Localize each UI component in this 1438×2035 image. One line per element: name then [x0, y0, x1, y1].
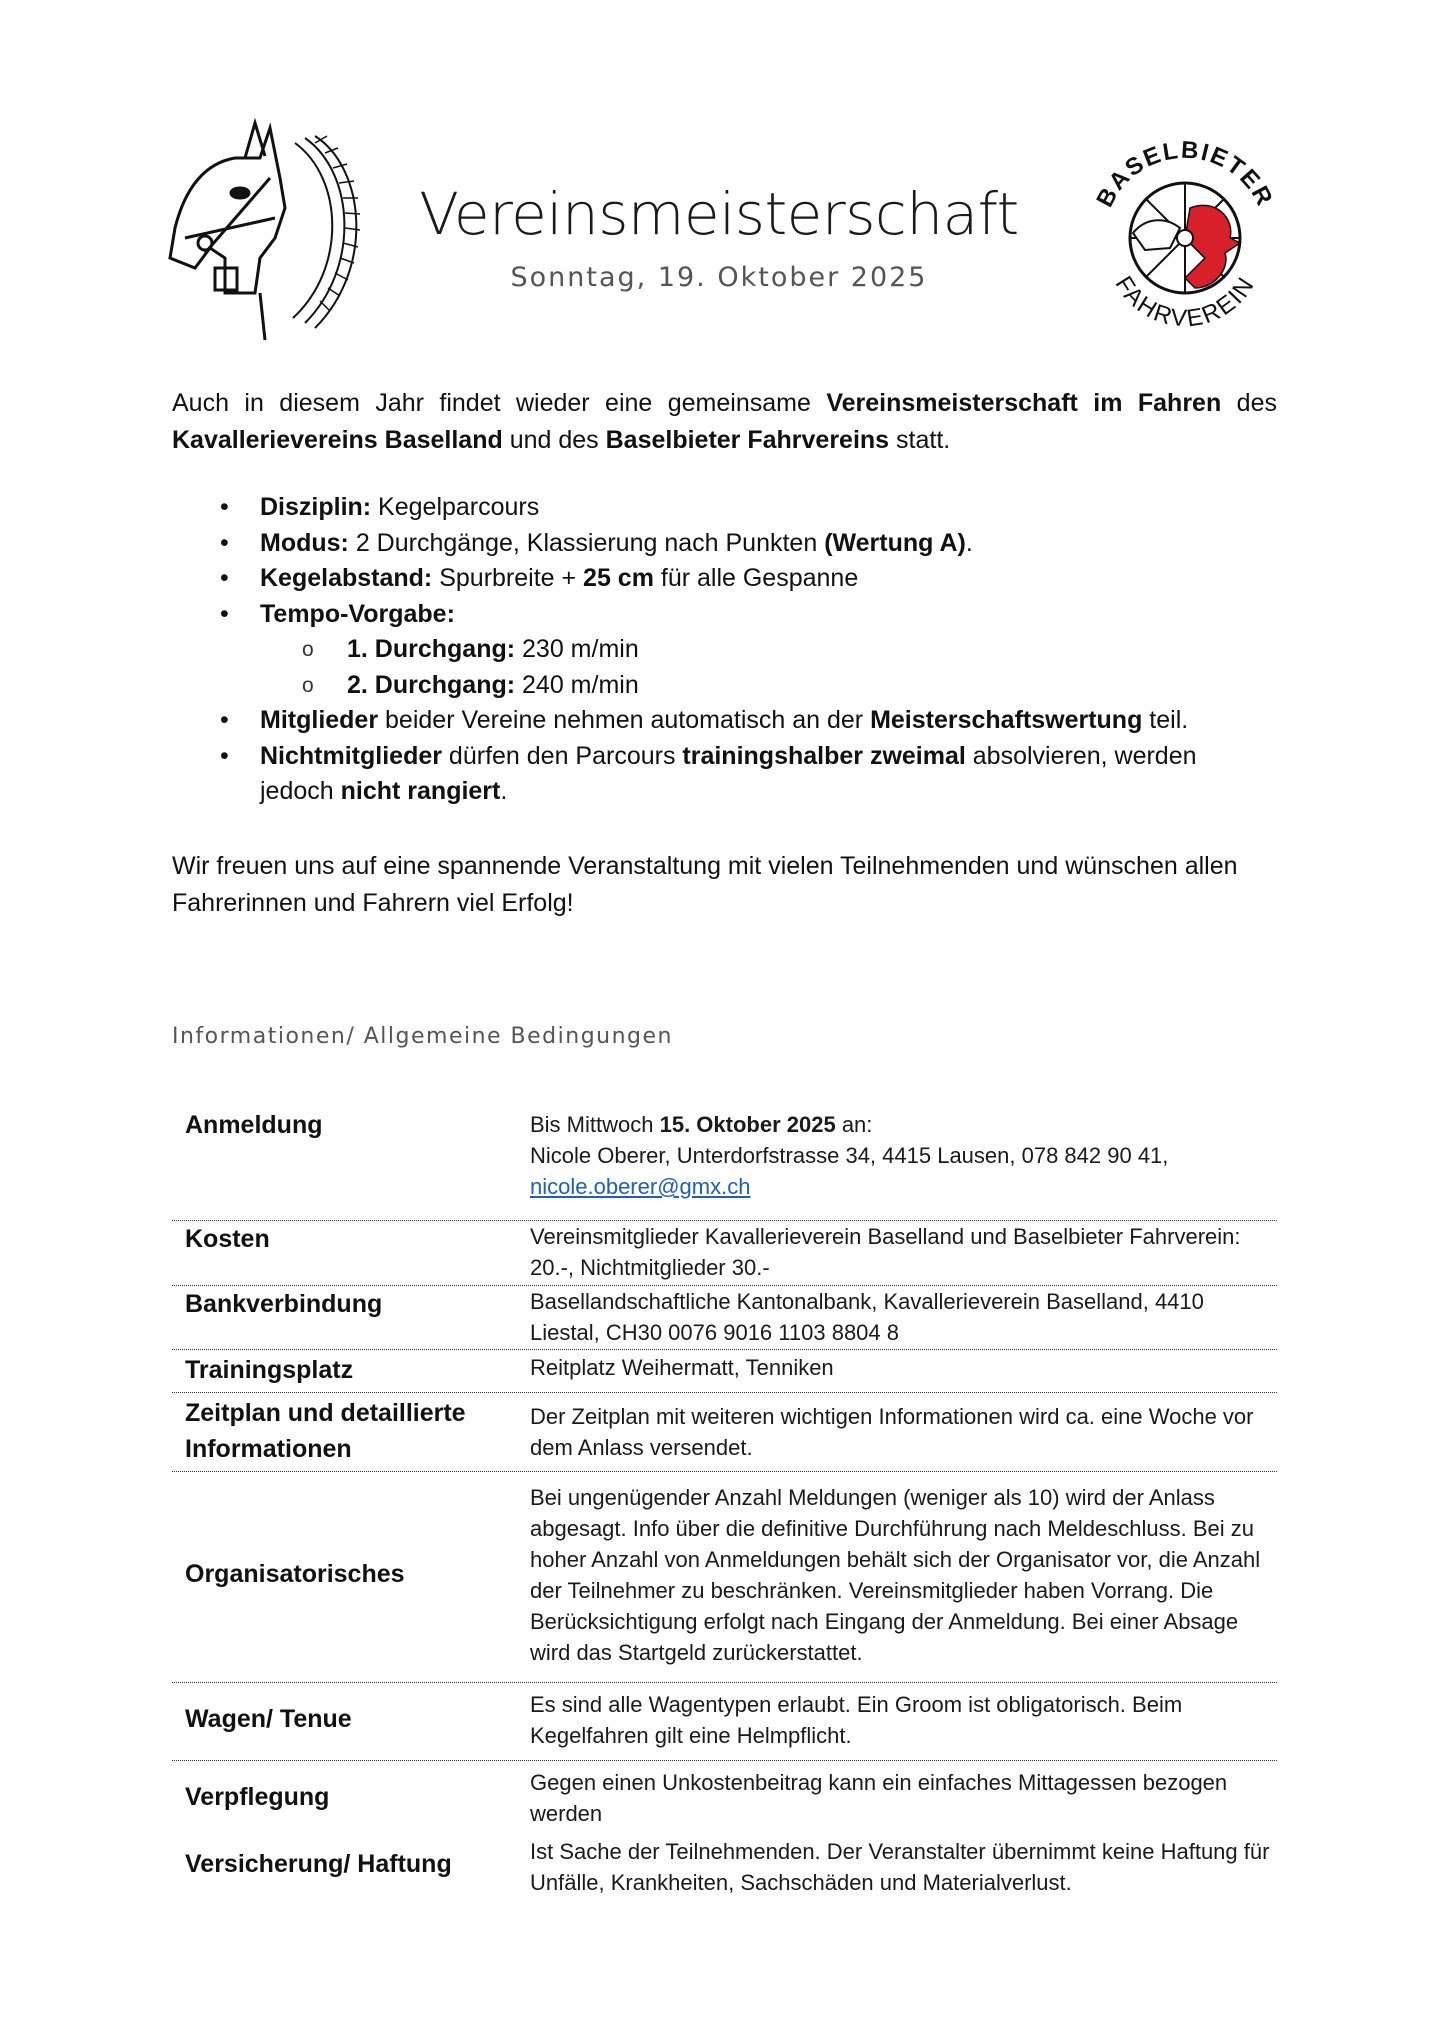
row-value: Vereinsmitglieder Kavallerieverein Baselland und Baselbieter Fahrverein: 20.-, Nichtmitglieder 30.-	[530, 1224, 1241, 1280]
page-title: Vereinsmeisterschaft	[419, 180, 1019, 248]
list-item: • Tempo-Vorgabe:	[220, 599, 455, 628]
list-item: • Disziplin: Kegelparcours	[220, 493, 540, 521]
sub-list-item: o 2. Durchgang: 240 m/min	[302, 670, 639, 699]
row-value: Ist Sache der Teilnehmenden. Der Veranstalter übernimmt keine Haftung für Unfälle, Krankheiten, Sachschäden und Materialverlust.	[530, 1839, 1270, 1895]
list-item: • Kegelabstand: Spurbreite + 25 cm für alle Gespanne	[220, 564, 859, 592]
email-link[interactable]: nicole.oberer@gmx.ch	[530, 1174, 751, 1199]
closing-paragraph: Wir freuen uns auf eine spannende Veranstaltung mit vielen Teilnehmenden und wünschen allen Fahrerinnen und Fahrern viel Erfolg!	[172, 852, 1238, 917]
sub-list-container	[172, 632, 1277, 703]
row-value: Basellandschaftliche Kantonalbank, Kavallerieverein Baselland, 4410 Liestal, CH30 0076 9016 1103 8804 8	[530, 1289, 1204, 1345]
table-row	[172, 1836, 1277, 1908]
row-value: Es sind alle Wagentypen erlaubt. Ein Groom ist obligatorisch. Beim Kegelfahren gilt eine Helmpflicht.	[530, 1692, 1183, 1748]
row-label: Bankverbindung	[185, 1290, 383, 1318]
row-value: Gegen einen Unkostenbeitrag kann ein einfaches Mittagessen bezogen werden	[530, 1770, 1228, 1826]
table-row	[172, 1683, 1277, 1761]
table-row	[172, 1761, 1277, 1836]
logo-top-text: BASELBIETER	[1091, 138, 1279, 212]
row-label: Zeitplan und detaillierte Informationen	[185, 1399, 466, 1463]
row-label: Verpflegung	[185, 1783, 330, 1811]
list-item: • Nichtmitglieder dürfen den Parcours trainingshalber zweimal absolvieren, werden jedoch nicht rangiert.	[220, 741, 1197, 805]
table-row	[172, 1221, 1277, 1286]
section-heading: Informationen/ Allgemeine Bedingungen	[172, 1024, 673, 1049]
table-row	[172, 1286, 1277, 1350]
table-row	[172, 1095, 1277, 1221]
info-table	[172, 1095, 1277, 1908]
row-value: Bei ungenügender Anzahl Meldungen (weniger als 10) wird der Anlass abgesagt. Info über die definitive Durchführung nach Meldeschluss. Bei zu hoher Anzahl von Anmeldungen behält sich der Organisator vor, die Anzahl der Teilnehmer zu beschränken. Vereinsmitglieder haben Vorrang. Die Berücksichtigung erfolgt nach Eingang der Anmeldung. Bei einer Absage wird das Startgeld zurückerstattet.	[530, 1485, 1261, 1665]
list-item: • Modus: 2 Durchgänge, Klassierung nach Punkten (Wertung A).	[220, 528, 973, 557]
table-row	[172, 1472, 1277, 1683]
row-value: Reitplatz Weihermatt, Tenniken	[530, 1355, 834, 1380]
row-value: Bis Mittwoch 15. Oktober 2025 an: Nicole Oberer, Unterdorfstrasse 34, 4415 Lausen, 078 842 90 41, nicole.oberer@gmx.ch	[530, 1112, 1169, 1199]
row-label: Organisatorisches	[185, 1560, 405, 1588]
row-value: Der Zeitplan mit weiteren wichtigen Informationen wird ca. eine Woche vor dem Anlass versendet.	[530, 1404, 1254, 1460]
row-label: Anmeldung	[185, 1111, 323, 1139]
event-date: Sonntag, 19. Oktober 2025	[510, 262, 928, 293]
logo-bottom-text: FAHRVEREIN	[1109, 271, 1261, 333]
row-label: Kosten	[185, 1225, 270, 1253]
table-row	[172, 1393, 1277, 1472]
row-label: Trainingsplatz	[185, 1356, 354, 1384]
tempo-sub-list	[172, 632, 1277, 703]
row-label: Versicherung/ Haftung	[185, 1850, 452, 1878]
row-label: Wagen/ Tenue	[185, 1705, 352, 1733]
intro-paragraph: Auch in diesem Jahr findet wieder eine gemeinsame Vereinsmeisterschaft im Fahren des Kavallerievereins Baselland und des Baselbieter Fahrvereins statt.	[172, 389, 1277, 454]
list-item: • Mitglieder beider Vereine nehmen automatisch an der Meisterschaftswertung teil.	[220, 706, 1189, 734]
details-list	[172, 490, 1277, 810]
baselbieter-fahrverein-logo	[1085, 138, 1285, 338]
sub-list-item: o 1. Durchgang: 230 m/min	[302, 635, 639, 663]
table-row	[172, 1350, 1277, 1393]
